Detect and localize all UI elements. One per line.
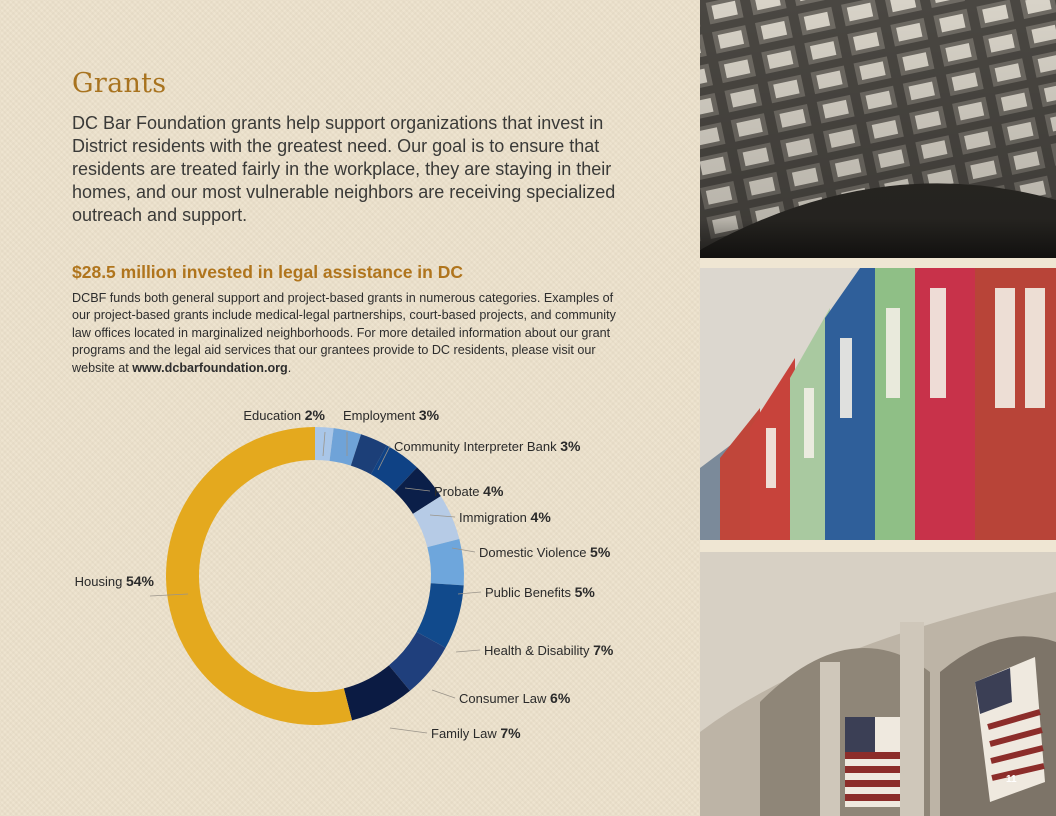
page-number: 11 (1006, 774, 1017, 785)
intro-paragraph: DC Bar Foundation grants help support organizations that invest in District residents with the greatest need. Our goal is to ensure that residents are treated fairly in the workplace, they are staying in their homes, and our most vulnerable neighbors are receiving specialized outreach and support. (72, 113, 616, 225)
slice-label-percent: 5% (574, 584, 595, 600)
grants-donut-chart (0, 390, 700, 770)
donut-slice-public-benefits (427, 539, 464, 585)
slice-label (75, 573, 155, 589)
slice-label-name: Housing (74, 574, 126, 589)
slice-label-percent: 7% (593, 642, 614, 658)
slice-label-name: Education (243, 408, 305, 423)
flag-left (845, 717, 900, 807)
slice-label-name: Consumer Law (459, 691, 551, 706)
slice-label-percent: 2% (304, 407, 325, 423)
leader-line (456, 650, 480, 652)
slice-label (459, 509, 551, 525)
investment-subhead: $28.5 million invested in legal assistance in DC (72, 262, 463, 282)
coffered-vault-photo (700, 0, 1056, 258)
body-end: . (287, 360, 292, 375)
slice-label (484, 642, 614, 658)
slice-label-name: Health & Disability (484, 643, 594, 658)
slice-label-name: Community Interpreter Bank (394, 439, 561, 454)
slice-label-name: Employment (343, 408, 419, 423)
body-paragraph (72, 290, 632, 377)
slice-label-name: Probate (434, 484, 484, 499)
donut-slices (166, 427, 464, 725)
slice-label-name: Immigration (459, 510, 531, 525)
slice-label-name: Public Benefits (485, 585, 575, 600)
slice-label (459, 690, 571, 706)
slice-label-percent: 3% (560, 438, 581, 454)
slice-label-percent: 5% (590, 544, 611, 560)
slice-label (485, 584, 595, 600)
leader-line (390, 728, 427, 733)
slice-label-percent: 54% (125, 573, 154, 589)
slice-label-percent: 7% (500, 725, 521, 741)
slice-label (343, 407, 440, 423)
donut-slice-housing (166, 427, 352, 725)
page-title: Grants (72, 68, 167, 99)
slice-label (431, 725, 521, 741)
body-text: DCBF funds both general support and project-based grants in numerous categories. Examples of our project-based grants include medical-legal partnerships, court-based projects, and community law offices located in marginalized neighborhoods. For more detailed information about our grant programs and the legal aid services that our grantees provide to DC residents, please visit our website at (72, 291, 616, 375)
slice-label (394, 438, 581, 454)
slice-label-percent: 4% (483, 483, 504, 499)
slice-label (479, 544, 611, 560)
leader-line (432, 690, 455, 698)
slice-label-name: Domestic Violence (479, 545, 591, 560)
slice-label (243, 407, 325, 423)
slice-label-percent: 4% (530, 509, 551, 525)
slice-label-percent: 3% (418, 407, 440, 423)
slice-label-percent: 6% (550, 690, 571, 706)
slice-label-name: Family Law (431, 726, 501, 741)
colorful-rowhouses-photo (700, 268, 1056, 540)
slice-label (434, 483, 504, 499)
station-flags-photo (700, 552, 1056, 816)
website-link[interactable]: www.dcbarfoundation.org (132, 360, 288, 375)
